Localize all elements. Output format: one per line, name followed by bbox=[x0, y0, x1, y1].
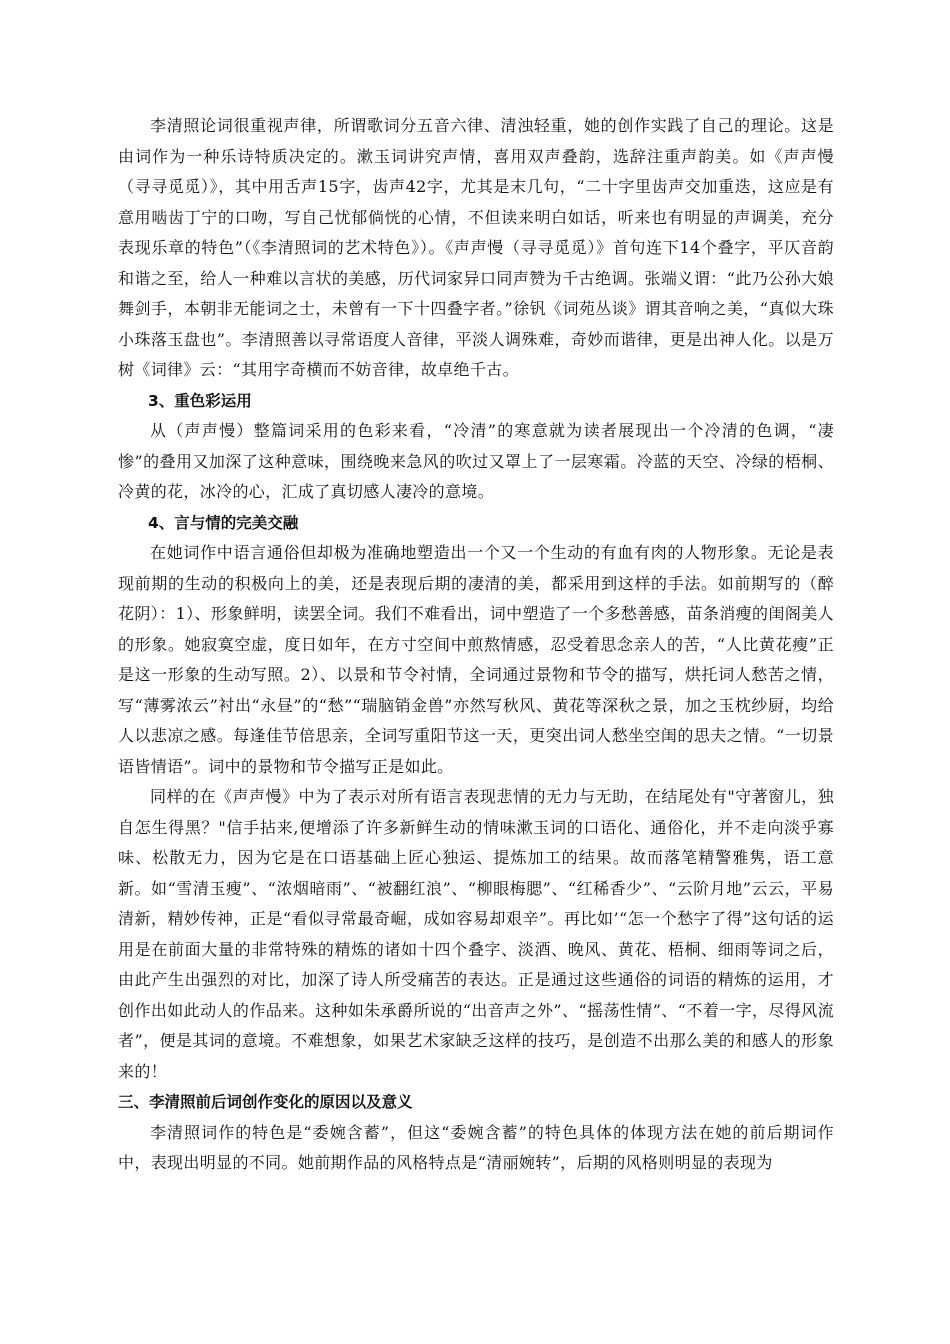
paragraph-color-use: 从（声声慢）整篇词采用的色彩来看，“冷清”的寒意就为读者展现出一个冷清的色调，“凄惨”的叠用又加深了这种意味，围绕晚来急风的吹过又罩上了一层寒霜。冷蓝的天空、冷绿的梧桐、冷黄的花，冰冷的心，汇成了真切感人凄冷的意境。 bbox=[118, 421, 834, 501]
document-body bbox=[118, 111, 834, 1179]
paragraph-style-difference: 李清照词作的特色是“委婉含蓄”，但这“委婉含蓄”的特色具体的体现方法在她的前后期词作中，表现出明显的不同。她前期作品的风格特点是“清丽婉转”，后期的风格则明显的表现为 bbox=[118, 1122, 834, 1172]
paragraph-character-image: 在她词作中语言通俗但却极为准确地塑造出一个又一个生动的有血有肉的人物形象。无论是表现前期的生动的积极向上的美，还是表现后期的凄清的美，都采用到这样的手法。如前期写的（醉花阴）：1）、形象鲜明，读罢全词。我们不难看出，词中塑造了一个多愁善感，苗条消瘦的闺阁美人的形象。她寂寞空虚，度日如年，在方寸空间中煎熬情感，忍受着思念亲人的苦，“人比黄花瘦”正是这一形象的生动写照。2）、以景和节令衬情，全词通过景物和节令的描写，烘托词人愁苦之情，写“薄雾浓云”衬出“永昼”的“愁”“瑞脑销金兽”亦然写秋风、黄花等深秋之景，加之玉枕纱厨，均给人以悲凉之感。每逢佳节倍思亲，全词写重阳节这一天，更突出词人愁坐空闺的思夫之情。“一切景语皆情语”。词中的景物和节令描写正是如此。 bbox=[118, 543, 834, 776]
paragraph-colloquial-language: 同样的在《声声慢》中为了表示对所有语言表现悲情的无力与无助，在结尾处有"守著窗儿，独自怎生得黑？"信手拈来,便增添了许多新鲜生动的情味漱玉词的口语化、通俗化，并不走向淡乎寡味、松散无力，因为它是在口语基础上匠心独运、提炼加工的结果。故而落笔精警雅隽，语工意新。如“雪清玉瘦”、“浓烟暗雨”、“被翻红浪”、“柳眼梅腮”、“红稀香少”、“云阶月地”云云，平易清新，精妙传神，正是“看似寻常最奇崛，成如容易却艰辛”。再比如’“怎一个愁字了得”这句话的运用是在前面大量的非常特殊的精炼的诸如十四个叠字、淡酒、晚风、黄花、梧桐、细雨等词之后，由此产生出强烈的对比，加深了诗人所受痛苦的表达。正是通过这些通俗的词语的精炼的运用，才创作出如此动人的作品来。这种如朱承爵所说的“出音声之外”、“摇荡性情”、“不着一字，尽得风流者”，便是其词的意境。不难想象，如果艺术家缺乏这样的技巧，是创造不出那么美的和感人的形象来的！ bbox=[118, 787, 834, 1081]
subheading-language-emotion: 4、言与情的完美交融 bbox=[148, 513, 299, 532]
paragraph-sound-rhythm: 李清照论词很重视声律，所谓歌词分五音六律、清浊轻重，她的创作实践了自己的理论。这是由词作为一种乐诗特质决定的。漱玉词讲究声情，喜用双声叠韵，选辞注重声韵美。如《声声慢（寻寻觅觅）》，其中用舌声15字，齿声42字，尤其是末几句，“二十字里齿声交加重迭，这应是有意用啮齿丁宁的口吻，写自己忧郁倘恍的心情，不但读来明白如话，听来也有明显的声调美，充分表现乐章的特色”（《李清照词的艺术特色》）。《声声慢（寻寻觅觅）》首句连下14个叠字，平仄音韵和谐之至，给人一种难以言状的美感，历代词家异口同声赞为千古绝调。张端义谓：“此乃公孙大娘舞剑手，本朝非无能词之士，未曾有一下十四叠字者。”徐钒《词苑丛谈》谓其音响之美，“真似大珠小珠落玉盘也”。李清照善以寻常语度人音律，平淡人调殊难，奇妙而谐律，更是出神人化。以是万树《词律》云：“其用字奇横而不妨音律，故卓绝千古。 bbox=[118, 116, 834, 379]
subheading-color-use: 3、重色彩运用 bbox=[148, 391, 252, 410]
section-heading-creative-change: 三、李清照前后词创作变化的原因以及意义 bbox=[118, 1093, 413, 1111]
